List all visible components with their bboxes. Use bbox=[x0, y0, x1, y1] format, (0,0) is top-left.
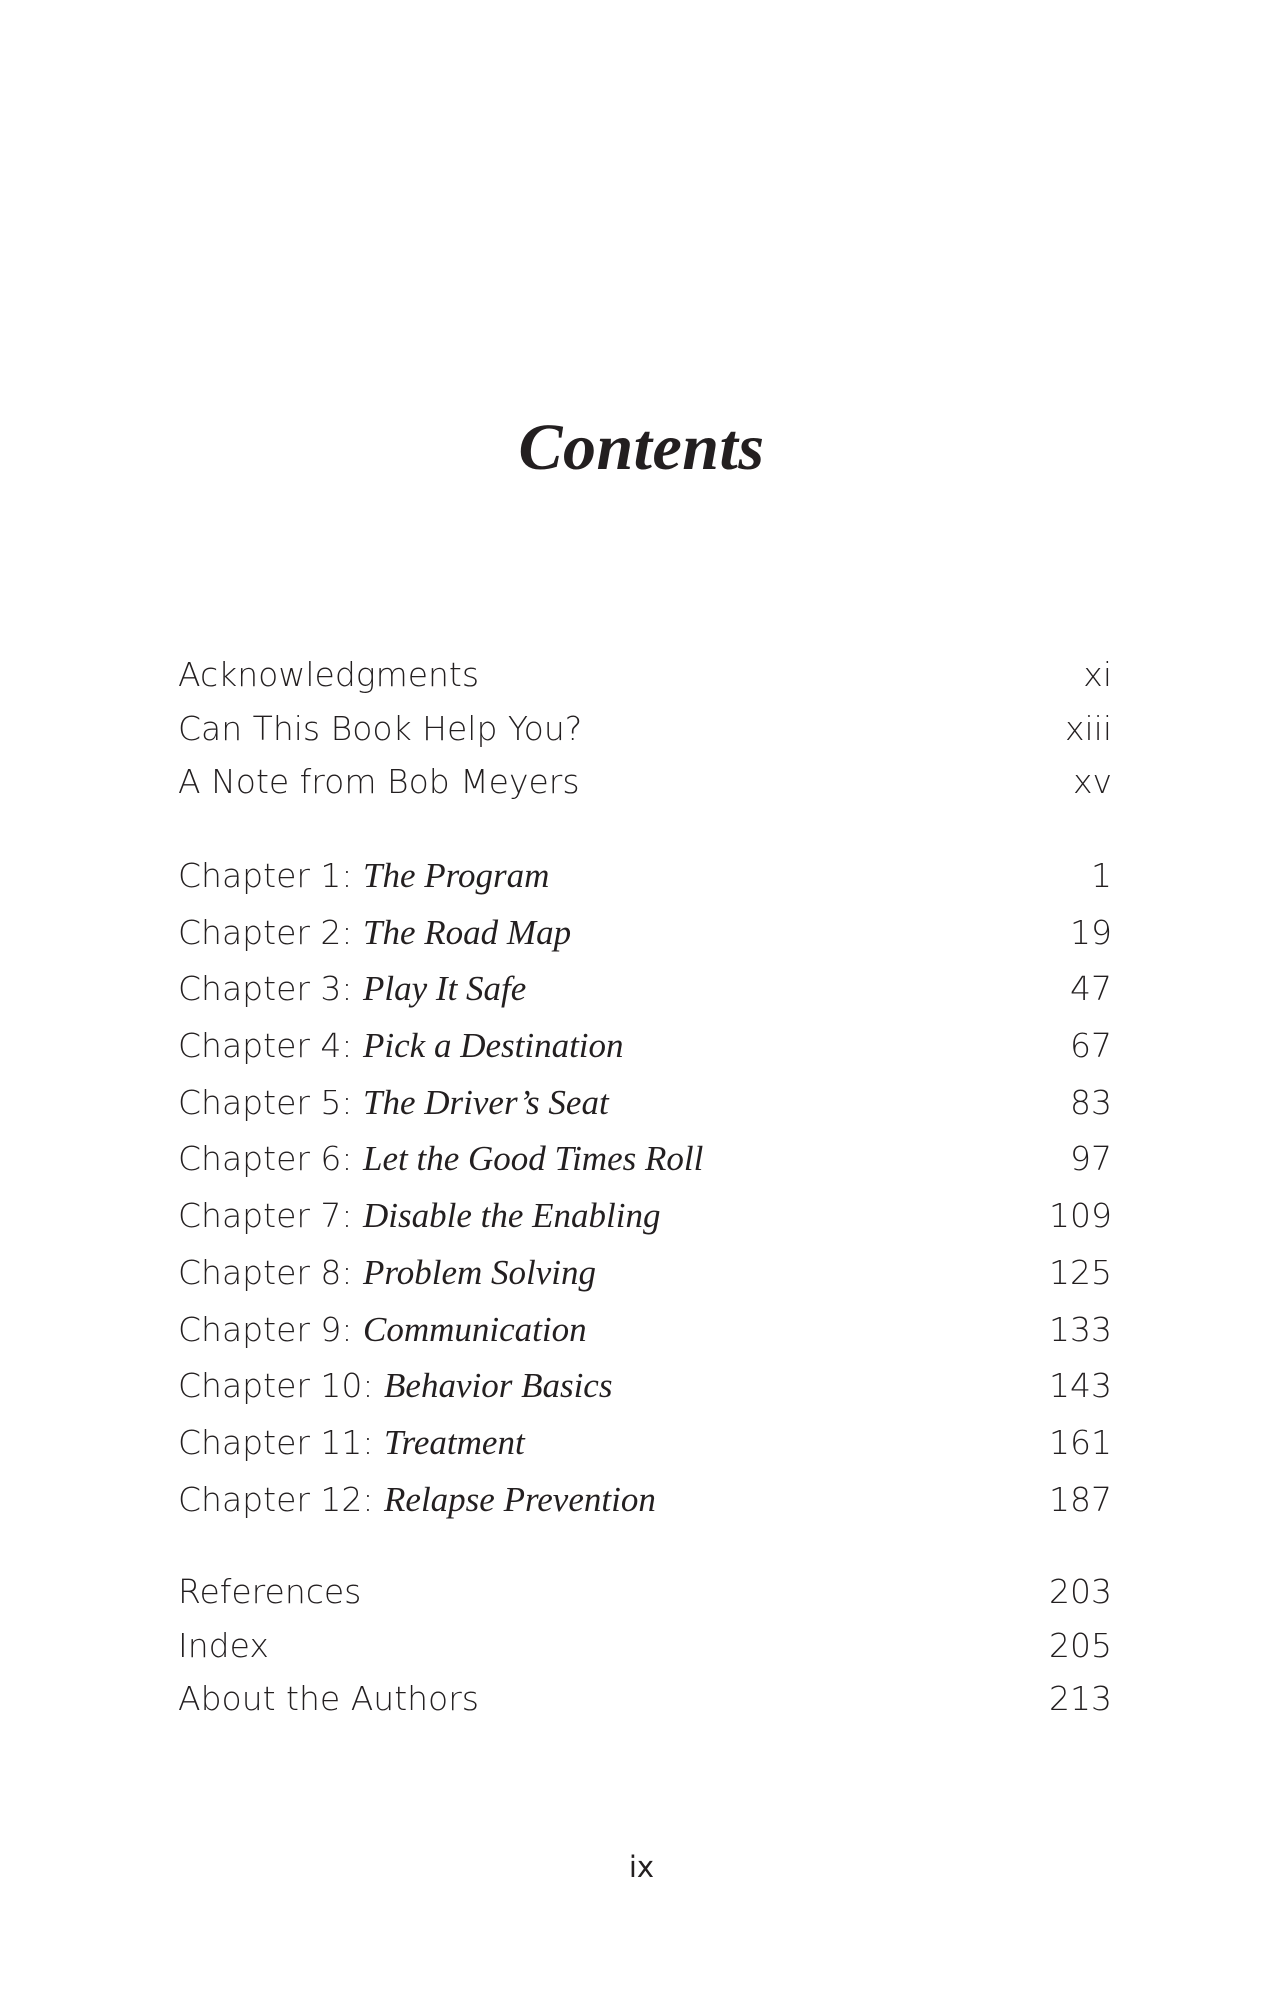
chapter-title: The Road Map bbox=[363, 912, 572, 952]
chapter-list bbox=[178, 848, 1112, 1528]
chapter-title: The Program bbox=[363, 856, 550, 895]
chapter-entry[interactable] bbox=[178, 1472, 1112, 1529]
page-number: xi bbox=[1083, 655, 1112, 694]
chapter-label: Chapter 10: bbox=[178, 1366, 385, 1406]
page-folio: ix bbox=[628, 1850, 655, 1884]
toc-entry[interactable] bbox=[178, 1565, 1112, 1619]
entry-title bbox=[178, 848, 549, 905]
page-title: Contents bbox=[518, 411, 765, 485]
chapter-label: Chapter 2: bbox=[178, 912, 364, 952]
chapter-label: Chapter 3: bbox=[178, 969, 364, 1009]
chapter-entry[interactable] bbox=[178, 1018, 1112, 1075]
page-number: 1 bbox=[1091, 856, 1112, 895]
toc-entry[interactable] bbox=[178, 1619, 1112, 1673]
entry-title: Index bbox=[178, 1625, 269, 1665]
page-number: xiii bbox=[1064, 708, 1112, 748]
chapter-title: Let the Good Times Roll bbox=[363, 1139, 704, 1179]
page-number: 203 bbox=[1049, 1572, 1112, 1611]
chapter-title: Pick a Destination bbox=[363, 1026, 624, 1066]
entry-title bbox=[178, 1472, 656, 1529]
chapter-label: Chapter 5: bbox=[178, 1082, 364, 1122]
chapter-label: Chapter 1: bbox=[178, 856, 364, 895]
chapter-label: Chapter 8: bbox=[178, 1252, 364, 1292]
chapter-entry[interactable] bbox=[178, 1358, 1112, 1415]
chapter-label: Chapter 11: bbox=[178, 1422, 385, 1462]
chapter-entry[interactable] bbox=[178, 1245, 1112, 1302]
toc-entry[interactable] bbox=[178, 702, 1112, 756]
entry-title bbox=[178, 1131, 703, 1188]
page-number: xv bbox=[1072, 762, 1112, 801]
chapter-label: Chapter 4: bbox=[178, 1026, 364, 1066]
front-matter-list bbox=[178, 648, 1112, 809]
chapter-entry[interactable] bbox=[178, 1302, 1112, 1359]
chapter-title: Treatment bbox=[384, 1422, 525, 1462]
chapter-title: Play It Safe bbox=[363, 969, 527, 1009]
page-number: 67 bbox=[1070, 1026, 1112, 1066]
page-number: 19 bbox=[1070, 912, 1112, 952]
page-number: 205 bbox=[1049, 1625, 1112, 1665]
page-number: 47 bbox=[1070, 969, 1112, 1009]
page-number: 83 bbox=[1070, 1082, 1112, 1122]
chapter-label: Chapter 9: bbox=[178, 1309, 364, 1349]
entry-title: Acknowledgments bbox=[178, 655, 480, 694]
chapter-label: Chapter 7: bbox=[178, 1196, 364, 1236]
chapter-title: Disable the Enabling bbox=[363, 1196, 661, 1236]
entry-title bbox=[178, 961, 526, 1018]
entry-title bbox=[178, 1018, 624, 1075]
chapter-label: Chapter 6: bbox=[178, 1139, 364, 1179]
chapter-entry[interactable] bbox=[178, 961, 1112, 1018]
page-number: 161 bbox=[1049, 1422, 1112, 1462]
chapter-title: Problem Solving bbox=[363, 1252, 596, 1292]
toc-entry[interactable] bbox=[178, 755, 1112, 809]
chapter-entry[interactable] bbox=[178, 905, 1112, 962]
chapter-entry[interactable] bbox=[178, 1131, 1112, 1188]
page-number: 133 bbox=[1049, 1309, 1112, 1349]
entry-title bbox=[178, 1188, 661, 1245]
chapter-entry[interactable] bbox=[178, 848, 1112, 905]
entry-title bbox=[178, 1302, 587, 1359]
page-number: 143 bbox=[1049, 1366, 1112, 1406]
chapter-title: The Driver’s Seat bbox=[363, 1082, 609, 1122]
chapter-title: Relapse Prevention bbox=[384, 1479, 656, 1519]
entry-title: Can This Book Help You? bbox=[178, 708, 583, 748]
back-matter-list bbox=[178, 1565, 1112, 1726]
page-number: 213 bbox=[1049, 1679, 1112, 1718]
chapter-label: Chapter 12: bbox=[178, 1479, 385, 1519]
entry-title bbox=[178, 1415, 525, 1472]
entry-title bbox=[178, 1358, 612, 1415]
chapter-entry[interactable] bbox=[178, 1415, 1112, 1472]
entry-title bbox=[178, 905, 571, 962]
entry-title bbox=[178, 1075, 609, 1132]
page-number: 109 bbox=[1049, 1196, 1112, 1236]
toc-entry[interactable] bbox=[178, 1672, 1112, 1726]
chapter-entry[interactable] bbox=[178, 1075, 1112, 1132]
entry-title: About the Authors bbox=[178, 1679, 479, 1718]
entry-title bbox=[178, 1245, 596, 1302]
page-number: 125 bbox=[1049, 1252, 1112, 1292]
page-number: 97 bbox=[1070, 1139, 1112, 1179]
entry-title: References bbox=[178, 1572, 362, 1611]
chapter-title: Communication bbox=[363, 1309, 587, 1349]
chapter-entry[interactable] bbox=[178, 1188, 1112, 1245]
toc-entry[interactable] bbox=[178, 648, 1112, 702]
chapter-title: Behavior Basics bbox=[384, 1366, 613, 1406]
page-number: 187 bbox=[1049, 1479, 1112, 1519]
entry-title: A Note from Bob Meyers bbox=[178, 762, 580, 801]
